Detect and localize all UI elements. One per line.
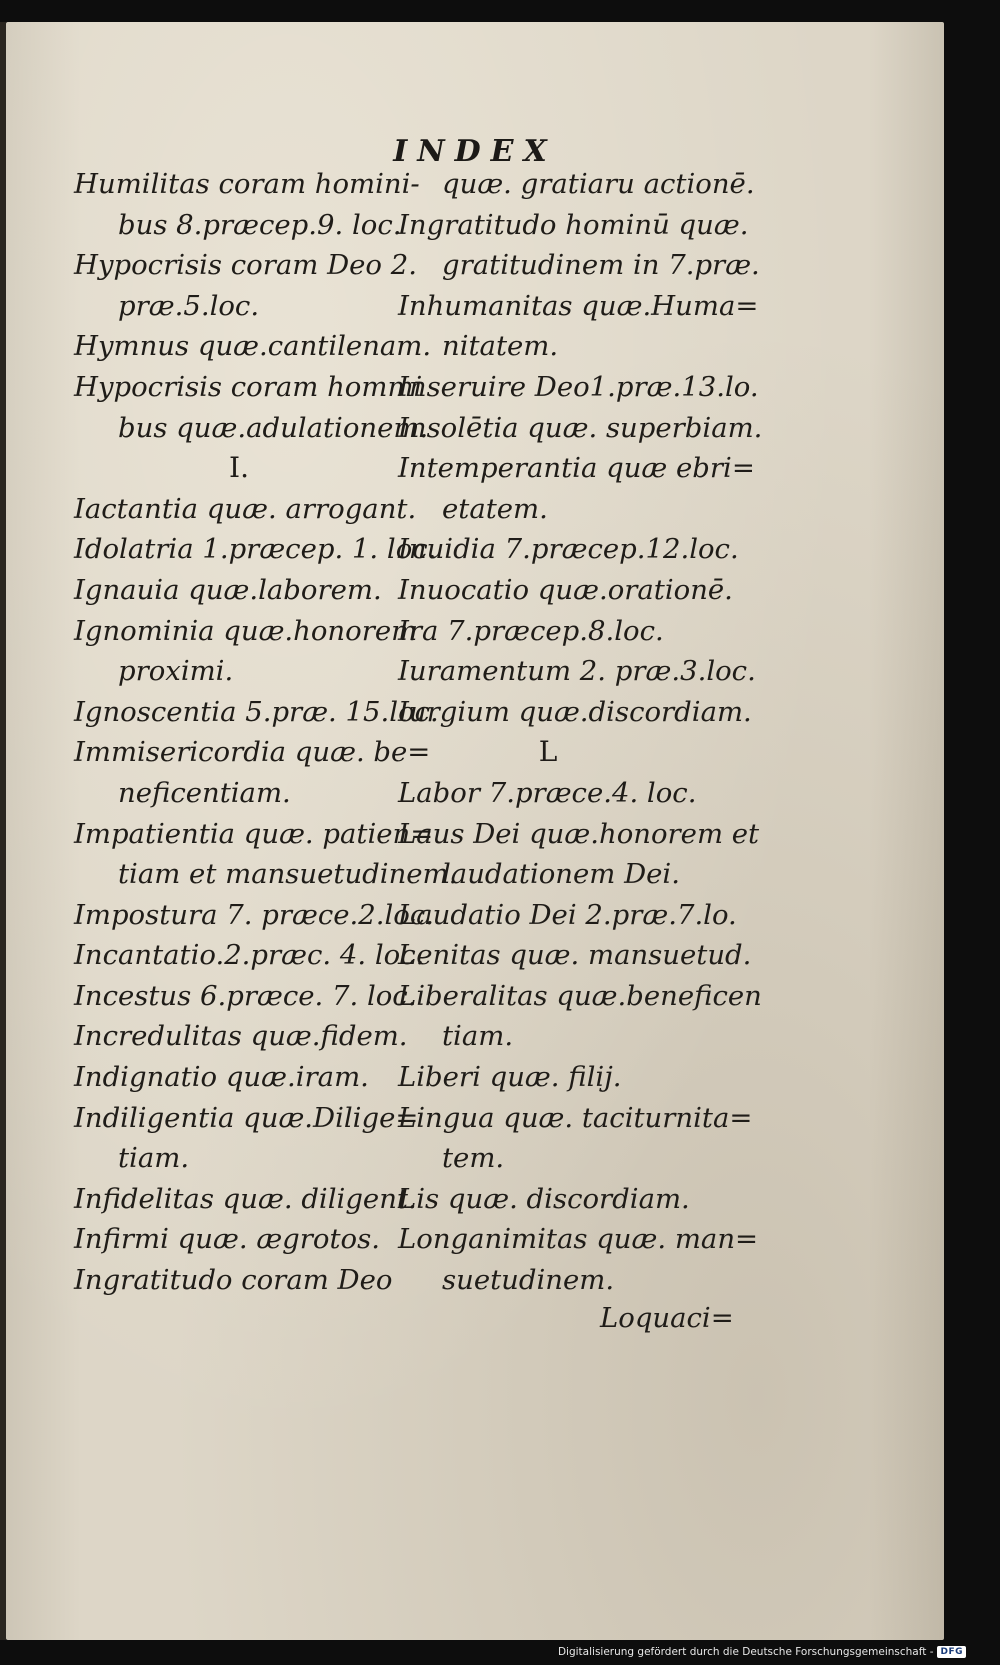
index-entry: Laudatio Dei 2.præ.7.lo.	[398, 898, 737, 931]
index-entry: Iuramentum 2. præ.3.loc.	[398, 655, 756, 688]
index-entry: neficentiam.	[118, 776, 291, 809]
index-entry: Infidelitas quæ. diligent.	[74, 1182, 417, 1215]
index-entry: suetudinem.	[442, 1264, 615, 1297]
index-entry: Humilitas coram homini-	[74, 168, 420, 200]
index-entry: Ingratitudo coram Deo	[74, 1264, 393, 1297]
index-entry: Longanimitas quæ. man=	[398, 1223, 759, 1256]
index-entry: gratitudinem in 7.præ.	[442, 249, 760, 282]
index-entry: Intemperantia quæ ebri=	[398, 452, 755, 485]
index-entry: Ingratitudo hominū quæ.	[398, 208, 749, 241]
index-entry: Ignominia quæ.honorem	[74, 614, 418, 647]
index-entry: tiam et mansuetudinem.	[118, 858, 458, 891]
index-entry: Inseruire Deo1.præ.13.lo.	[398, 370, 759, 403]
running-head: INDEX	[393, 134, 557, 169]
index-entry: Iurgium quæ.discordiam.	[398, 695, 752, 728]
index-entry: Iactantia quæ. arrogant.	[74, 492, 417, 525]
index-entry: Inhumanitas quæ.Huma=	[398, 289, 759, 322]
index-entry: tem.	[442, 1142, 505, 1175]
index-entry: Lingua quæ. taciturnita=	[398, 1101, 753, 1134]
index-entry: etatem.	[442, 492, 548, 525]
index-entry: Lenitas quæ. mansuetud.	[398, 939, 752, 972]
index-entry: Incestus 6.præce. 7. loc.	[74, 979, 417, 1012]
index-entry: proximi.	[118, 655, 234, 688]
index-entry: Inuidia 7.præcep.12.loc.	[398, 533, 739, 566]
index-entry: præ.5.loc.	[118, 289, 260, 322]
book-page	[6, 22, 944, 1640]
section-letter: L	[538, 735, 558, 769]
index-entry: tiam.	[442, 1020, 514, 1053]
index-entry: Inuocatio quæ.orationē.	[398, 573, 733, 606]
index-entry: Hypocrisis coram hommi	[74, 370, 423, 403]
index-entry: Liberi quæ. filij.	[398, 1061, 622, 1094]
index-entry: nitatem.	[442, 330, 559, 363]
index-entry: Idolatria 1.præcep. 1. loc.	[74, 533, 437, 566]
index-entry: Labor 7.præce.4. loc.	[398, 776, 697, 809]
index-column-left	[74, 164, 458, 1301]
index-entry: Liberalitas quæ.beneficen	[398, 979, 762, 1012]
index-entry: Hymnus quæ.cantilenam.	[74, 330, 432, 363]
index-entry: Ira 7.præcep.8.loc.	[398, 614, 664, 647]
index-entry: Infirmi quæ. ægrotos.	[74, 1223, 380, 1256]
index-entry: laudationem Dei.	[442, 858, 680, 891]
index-entry: bus quæ.adulationem.	[118, 411, 429, 444]
index-entry: bus 8.præcep.9. loc.	[118, 208, 402, 241]
index-entry: Immisericordia quæ. be=	[74, 736, 431, 769]
index-entry: Indiligentia quæ.Dilige=	[74, 1101, 419, 1134]
digitization-credit	[558, 1643, 966, 1661]
index-entry: Impatientia quæ. patien=	[74, 817, 434, 850]
section-letter: I.	[229, 451, 249, 485]
index-entry: Incredulitas quæ.fidem.	[74, 1020, 408, 1053]
index-entry: Impostura 7. præce.2.loc.	[74, 898, 434, 931]
catchword: Loquaci=	[600, 1302, 734, 1334]
index-entry: quæ. gratiaru actionē.	[442, 168, 755, 200]
index-column-right	[398, 164, 763, 1301]
credit-text: Digitalisierung gefördert durch die Deutsche Forschungsgemeinschaft -	[557, 1646, 934, 1658]
index-entry: Indignatio quæ.iram.	[74, 1061, 369, 1094]
index-entry: tiam.	[118, 1142, 190, 1175]
index-entry: Insolētia quæ. superbiam.	[398, 411, 763, 444]
index-entry: Hypocrisis coram Deo 2.	[74, 249, 417, 282]
index-entry: Laus Dei quæ.honorem et	[398, 817, 760, 850]
index-entry: Ignauia quæ.laborem.	[74, 573, 382, 606]
dfg-logo-icon: DFG	[937, 1646, 966, 1658]
index-entry: Incantatio.2.præc. 4. loc.	[74, 939, 425, 972]
index-entry: Ignoscentia 5.præ. 15.loc.	[74, 695, 439, 728]
index-entry: Lis quæ. discordiam.	[398, 1182, 690, 1215]
